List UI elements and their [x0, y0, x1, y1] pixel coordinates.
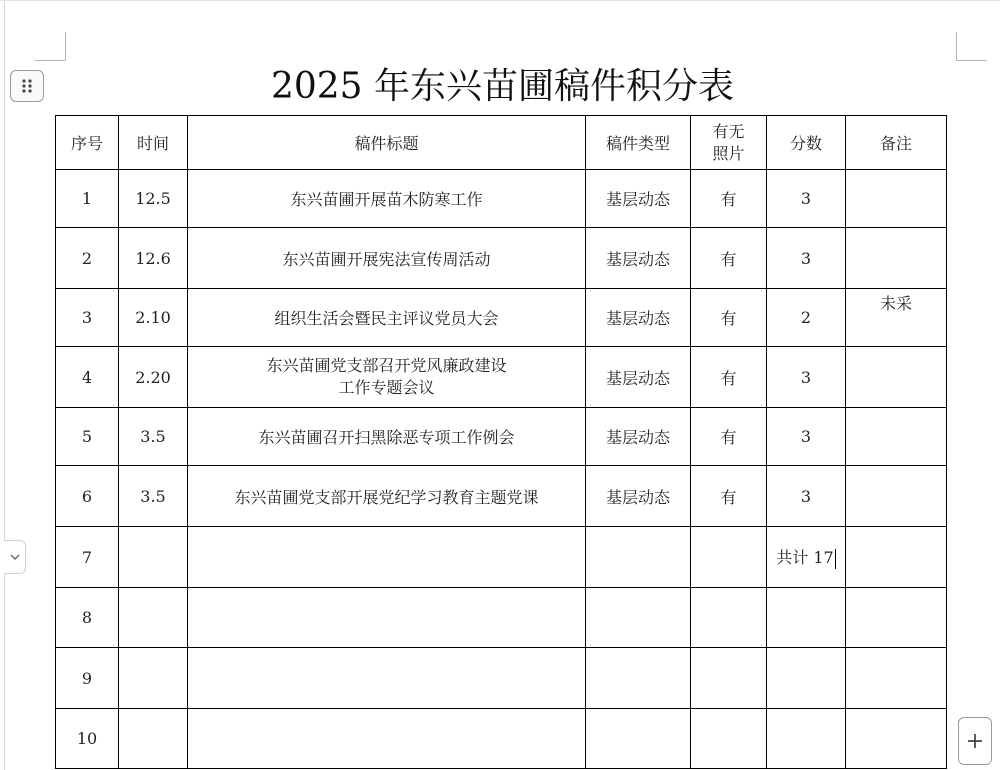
cell-date[interactable] [119, 709, 188, 769]
header-cell-no[interactable]: 序号 [56, 116, 119, 170]
cell-title[interactable]: 组织生活会暨民主评议党员大会 [188, 289, 586, 347]
cell-date[interactable] [119, 648, 188, 709]
cell-score[interactable]: 3 [767, 347, 846, 408]
table-drag-handle[interactable] [10, 70, 44, 102]
cell-note[interactable] [846, 648, 947, 709]
table-row [56, 408, 947, 466]
cell-score[interactable]: 3 [767, 408, 846, 466]
page-left-border [4, 0, 5, 770]
cell-type[interactable]: 基层动态 [586, 466, 691, 527]
cell-photo[interactable]: 有 [691, 289, 767, 347]
table-row [56, 289, 947, 347]
cell-score[interactable]: 3 [767, 228, 846, 289]
cell-date[interactable]: 2.20 [119, 347, 188, 408]
header-photo-line1: 有无 [712, 121, 745, 141]
cell-photo[interactable]: 有 [691, 347, 767, 408]
cell-title[interactable]: 东兴苗圃党支部开展党纪学习教育主题党课 [188, 466, 586, 527]
cell-no[interactable]: 5 [56, 408, 119, 466]
cell-title[interactable] [188, 648, 586, 709]
header-cell-note[interactable]: 备注 [846, 116, 947, 170]
add-row-button[interactable] [958, 717, 992, 765]
cell-no[interactable]: 2 [56, 228, 119, 289]
plus-icon [966, 732, 984, 750]
margin-corner-top-right [956, 32, 987, 61]
cell-type[interactable]: 基层动态 [586, 347, 691, 408]
cell-note[interactable] [846, 527, 947, 588]
cell-title[interactable] [188, 709, 586, 769]
cell-photo[interactable] [691, 527, 767, 588]
cell-score[interactable] [767, 588, 846, 648]
table-row [56, 588, 947, 648]
cell-photo[interactable] [691, 648, 767, 709]
cell-photo[interactable] [691, 709, 767, 769]
cell-no[interactable]: 6 [56, 466, 119, 527]
cell-note[interactable] [846, 408, 947, 466]
cell-title[interactable]: 东兴苗圃开展宪法宣传周活动 [188, 228, 586, 289]
table-row [56, 170, 947, 228]
cell-no[interactable]: 4 [56, 347, 119, 408]
table-row [56, 466, 947, 527]
header-cell-title[interactable]: 稿件标题 [188, 116, 586, 170]
cell-date[interactable] [119, 527, 188, 588]
cell-type[interactable] [586, 527, 691, 588]
cell-score[interactable]: 2 [767, 289, 846, 347]
cell-title[interactable] [188, 588, 586, 648]
cell-photo[interactable]: 有 [691, 170, 767, 228]
cell-photo[interactable]: 有 [691, 466, 767, 527]
cell-title-line1: 东兴苗圃党支部召开党风廉政建设 [266, 356, 507, 375]
cell-date[interactable] [119, 588, 188, 648]
cell-type[interactable] [586, 709, 691, 769]
cell-type[interactable]: 基层动态 [586, 170, 691, 228]
cell-note[interactable] [846, 588, 947, 648]
cell-score[interactable]: 3 [767, 170, 846, 228]
cell-no[interactable]: 3 [56, 289, 119, 347]
cell-type[interactable] [586, 588, 691, 648]
cell-score[interactable] [767, 648, 846, 709]
cell-type[interactable]: 基层动态 [586, 289, 691, 347]
cell-no[interactable]: 8 [56, 588, 119, 648]
cell-title[interactable] [188, 347, 586, 408]
page-top-border [0, 0, 1000, 1]
cell-title[interactable] [188, 527, 586, 588]
cell-no[interactable]: 1 [56, 170, 119, 228]
cell-title-line2: 工作专题会议 [338, 378, 435, 397]
cell-photo[interactable] [691, 588, 767, 648]
cell-note[interactable] [846, 170, 947, 228]
cell-note[interactable]: 未采 [846, 289, 947, 347]
table-row [56, 709, 947, 769]
cell-type[interactable]: 基层动态 [586, 228, 691, 289]
cell-no[interactable]: 9 [56, 648, 119, 709]
cell-type[interactable]: 基层动态 [586, 408, 691, 466]
cell-no[interactable]: 10 [56, 709, 119, 769]
cell-title[interactable]: 东兴苗圃召开扫黑除恶专项工作例会 [188, 408, 586, 466]
cell-score[interactable] [767, 709, 846, 769]
cell-note[interactable] [846, 466, 947, 527]
cell-score-total[interactable] [767, 527, 846, 588]
cell-score[interactable]: 3 [767, 466, 846, 527]
table-row [56, 527, 947, 588]
score-table [55, 115, 947, 769]
grip-dots-icon [20, 78, 34, 94]
cell-note[interactable] [846, 709, 947, 769]
cell-note[interactable] [846, 228, 947, 289]
header-cell-score[interactable]: 分数 [767, 116, 846, 170]
collapse-button[interactable] [4, 540, 26, 574]
header-photo-line2: 照片 [712, 143, 745, 163]
cell-date[interactable]: 2.10 [119, 289, 188, 347]
cell-photo[interactable]: 有 [691, 228, 767, 289]
cell-no[interactable]: 7 [56, 527, 119, 588]
table-row [56, 648, 947, 709]
table-row [56, 347, 947, 408]
margin-corner-top-left [35, 32, 66, 61]
table-header-row [56, 116, 947, 170]
table-row [56, 228, 947, 289]
text-cursor [835, 549, 836, 569]
total-score-text: 共计 17 [776, 548, 834, 568]
cell-photo[interactable]: 有 [691, 408, 767, 466]
chevron-down-icon [9, 552, 21, 562]
cell-type[interactable] [586, 648, 691, 709]
cell-date[interactable]: 12.5 [119, 170, 188, 228]
header-cell-date[interactable]: 时间 [119, 116, 188, 170]
header-cell-photo[interactable] [691, 116, 767, 170]
cell-date[interactable]: 3.5 [119, 408, 188, 466]
cell-date[interactable]: 12.6 [119, 228, 188, 289]
cell-date[interactable]: 3.5 [119, 466, 188, 527]
header-cell-type[interactable]: 稿件类型 [586, 116, 691, 170]
cell-note[interactable] [846, 347, 947, 408]
document-title[interactable]: 2025 年东兴苗圃稿件积分表 [270, 66, 735, 107]
cell-title[interactable]: 东兴苗圃开展苗木防寒工作 [188, 170, 586, 228]
